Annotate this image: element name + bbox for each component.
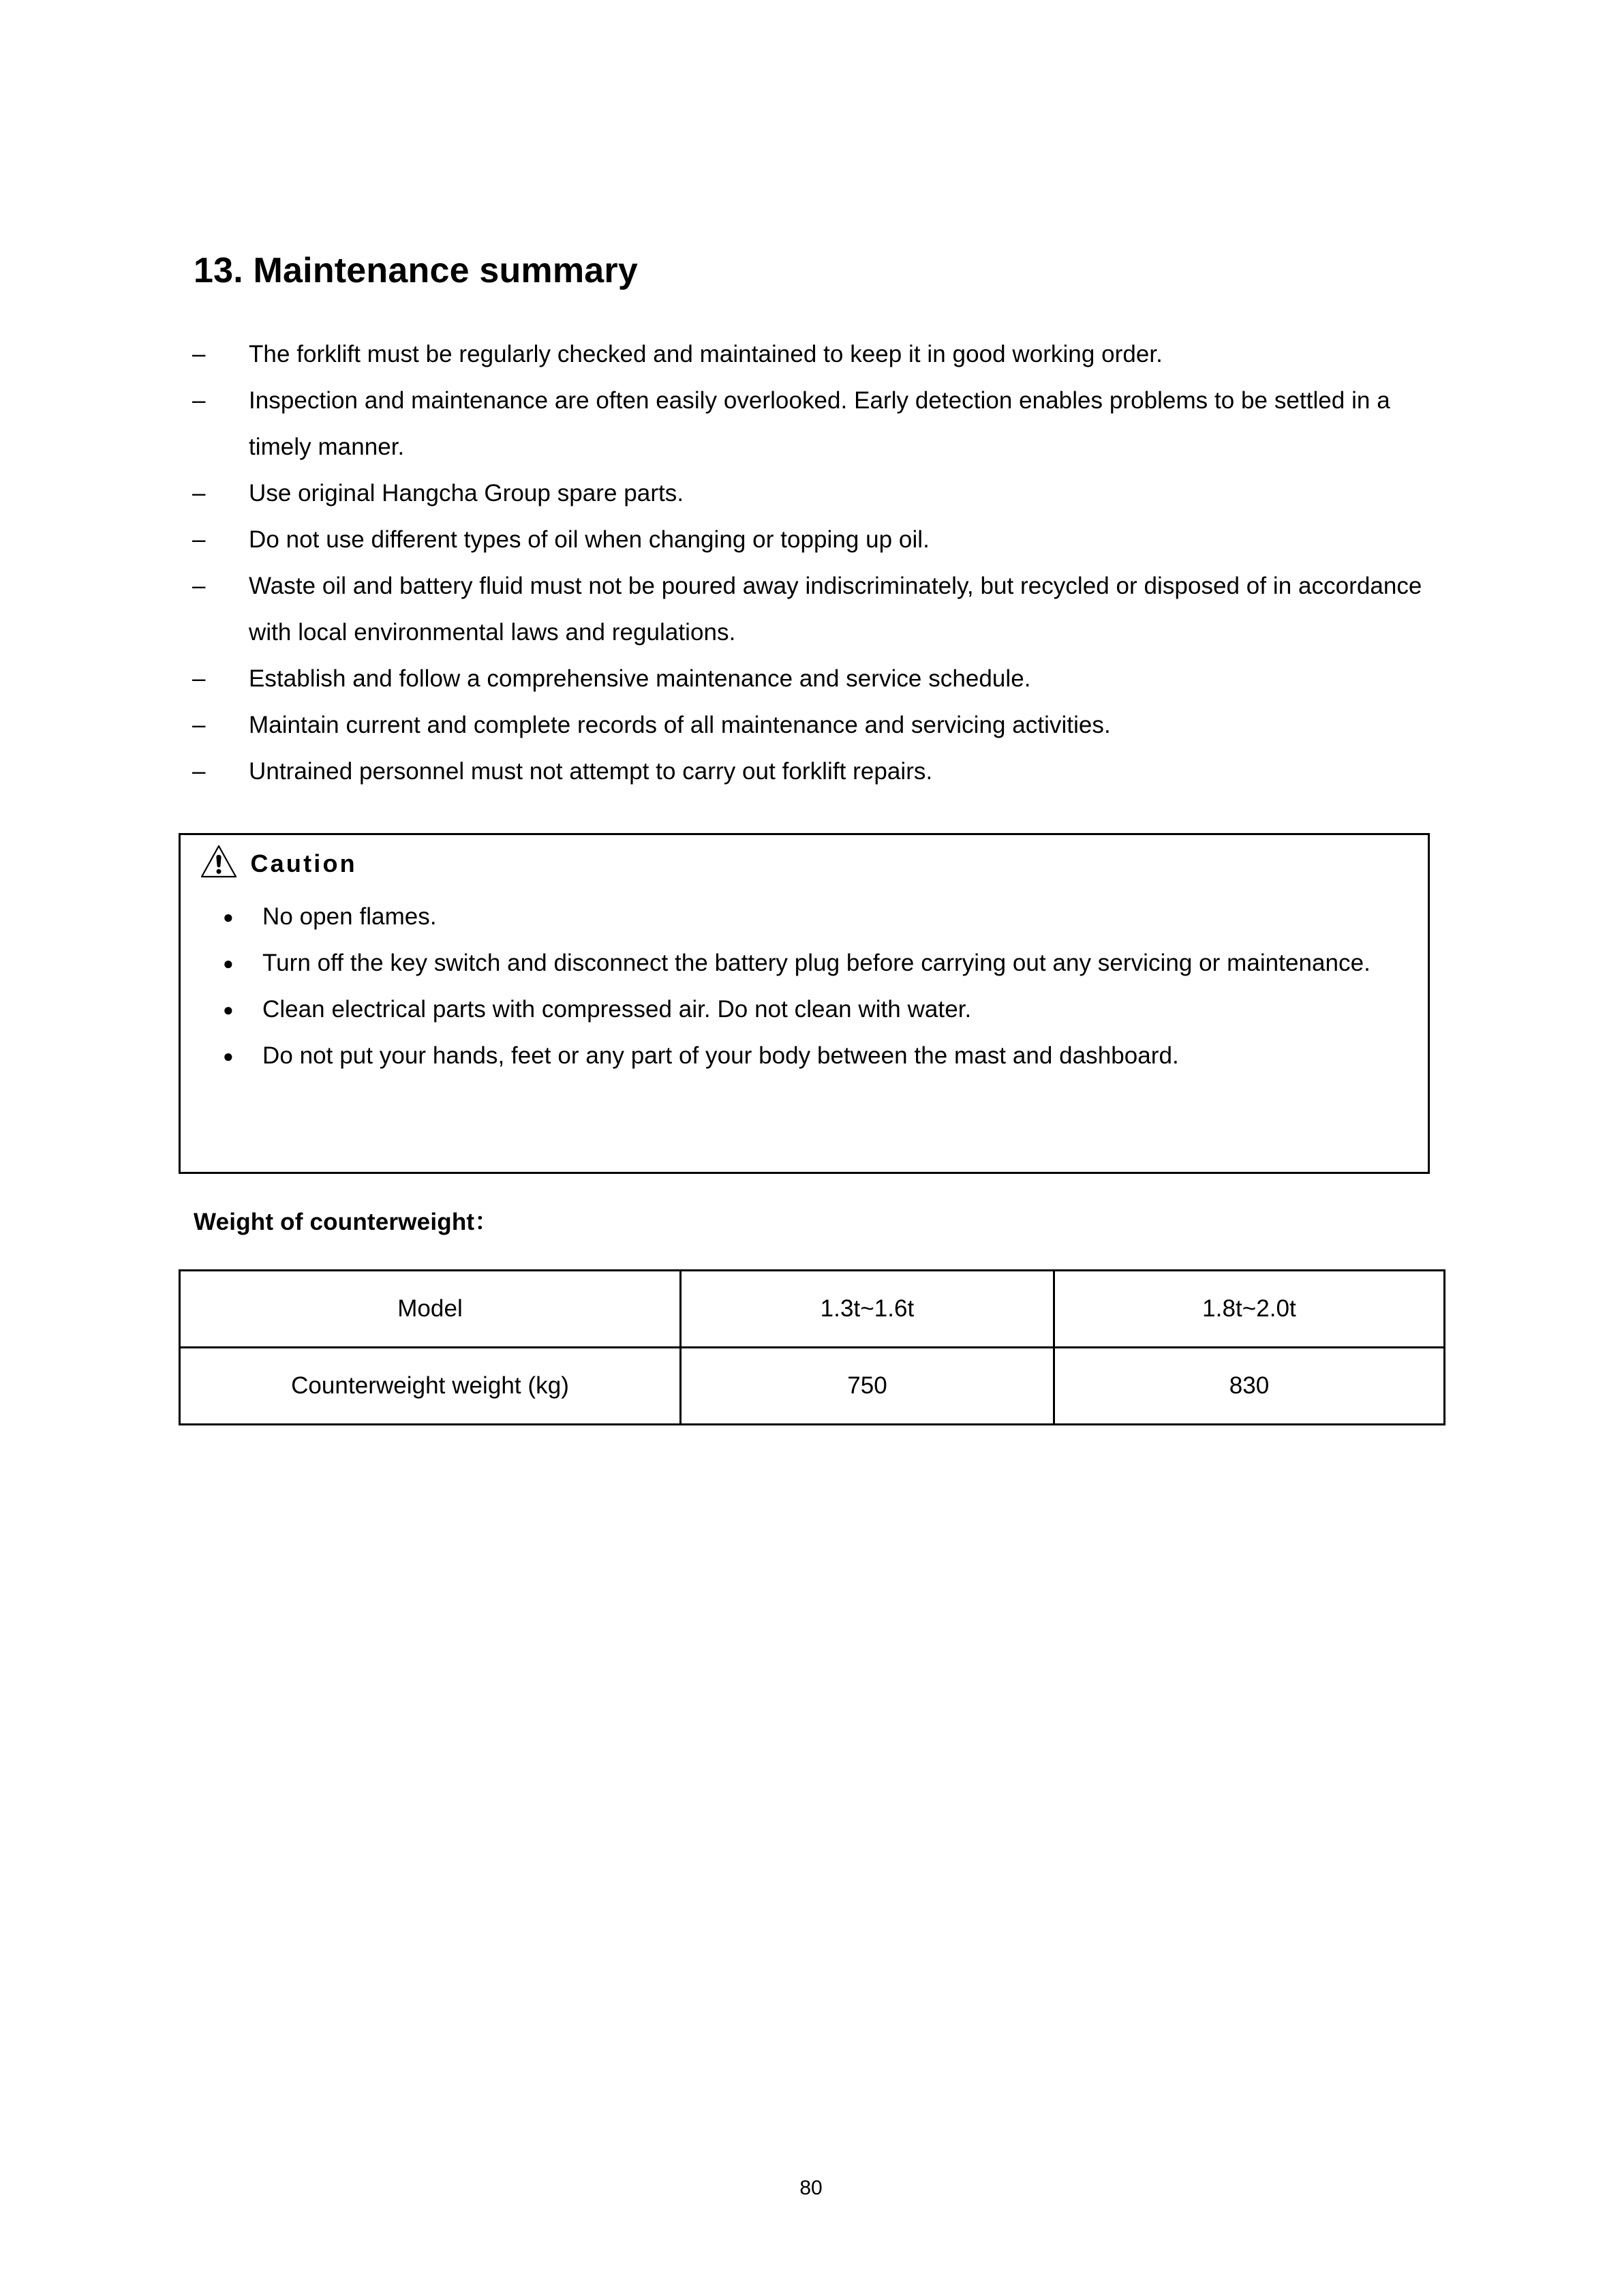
dash-bullet-icon: – — [192, 758, 206, 785]
table-cell-weight-range-b: 830 — [1054, 1348, 1445, 1425]
list-item-text: The forklift must be regularly checked and maintained to keep it in good working order. — [249, 341, 1163, 367]
list-item-text: No open flames. — [262, 903, 437, 930]
caution-header — [181, 835, 1428, 894]
list-item-text: Do not use different types of oil when changing or topping up oil. — [249, 526, 930, 553]
dash-bullet-icon: – — [192, 341, 206, 367]
dash-bullet-icon: – — [192, 665, 206, 692]
round-bullet-icon: ● — [223, 907, 234, 927]
list-item — [179, 378, 1443, 470]
list-item-text: Untrained personnel must not attempt to carry out forklift repairs. — [249, 758, 933, 785]
list-item — [181, 986, 1428, 1033]
list-item-text: Do not put your hands, feet or any part of your body between the mast and dashboard. — [262, 1042, 1179, 1069]
round-bullet-icon: ● — [223, 953, 234, 973]
list-item — [179, 470, 1443, 517]
list-item — [179, 331, 1443, 378]
list-item-text: Turn off the key switch and disconnect the battery plug before carrying out any servicing or maintenance. — [262, 950, 1371, 976]
list-item — [179, 749, 1443, 795]
counterweight-table-wrapper — [179, 1269, 1443, 1425]
list-item-text: Maintain current and complete records of all maintenance and servicing activities. — [249, 712, 1111, 738]
round-bullet-icon: ● — [223, 1046, 234, 1066]
caution-title: Caution — [250, 849, 357, 877]
list-item — [179, 702, 1443, 749]
list-item-text: Inspection and maintenance are often easily overlooked. Early detection enables problems to be settled in a timely manner. — [249, 387, 1390, 460]
counterweight-table — [179, 1269, 1445, 1425]
dash-bullet-icon: – — [192, 712, 206, 738]
list-item — [181, 894, 1428, 940]
dash-bullet-icon: – — [192, 480, 206, 507]
warning-triangle-icon — [200, 844, 238, 879]
table-row — [180, 1271, 1445, 1348]
list-item — [179, 517, 1443, 563]
list-item-text: Clean electrical parts with compressed air. Do not clean with water. — [262, 996, 972, 1023]
list-item — [181, 940, 1428, 986]
list-item — [179, 656, 1443, 702]
caution-list — [181, 894, 1428, 1079]
dash-bullet-icon: – — [192, 526, 206, 553]
counterweight-section-label: Weight of counterweight： — [194, 1209, 499, 1235]
list-item — [179, 563, 1443, 656]
caution-callout-box — [179, 833, 1430, 1174]
list-item — [181, 1033, 1428, 1079]
table-cell-weight-label: Counterweight weight (kg) — [180, 1348, 681, 1425]
table-cell-weight-range-a: 750 — [681, 1348, 1054, 1425]
page-number: 80 — [799, 2177, 823, 2199]
list-item-text: Waste oil and battery fluid must not be poured away indiscriminately, but recycled or disposed of in accordance with local environmental laws and regulations. — [249, 573, 1422, 646]
page-title: 13. Maintenance summary — [194, 251, 638, 290]
dash-bullet-icon: – — [192, 387, 206, 414]
list-item-text: Establish and follow a comprehensive maintenance and service schedule. — [249, 665, 1031, 692]
table-cell-range-b-header: 1.8t~2.0t — [1054, 1271, 1445, 1348]
table-cell-model-header: Model — [180, 1271, 681, 1348]
round-bullet-icon: ● — [223, 999, 234, 1020]
dash-bullet-icon: – — [192, 573, 206, 599]
table-row — [180, 1348, 1445, 1425]
list-item-text: Use original Hangcha Group spare parts. — [249, 480, 684, 507]
table-cell-range-a-header: 1.3t~1.6t — [681, 1271, 1054, 1348]
maintenance-summary-list — [179, 331, 1443, 795]
